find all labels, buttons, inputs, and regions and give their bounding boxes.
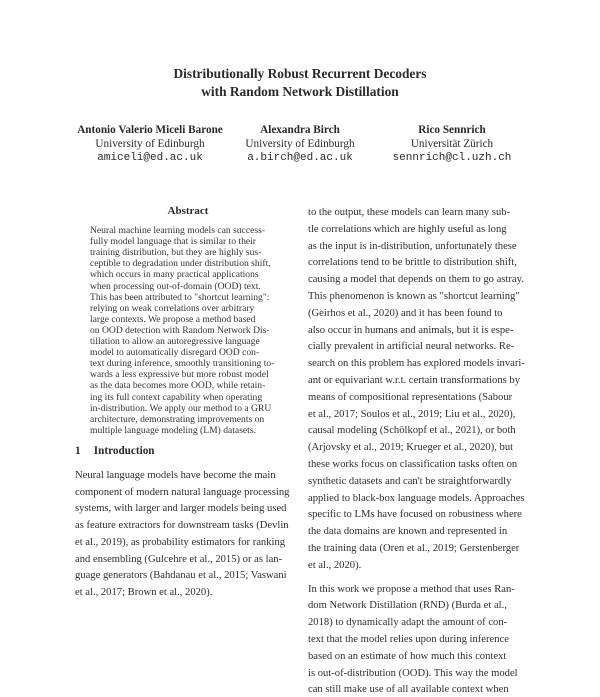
text-line: the data domains are known and represented in <box>308 526 508 538</box>
text-line: means of compositional representations (Sabour <box>308 391 513 403</box>
text-line: and ensembling (Gulcehre et al., 2015) or as lan- <box>75 553 283 565</box>
text-line: is out-of-distribution (OOD). This way the model <box>308 667 518 679</box>
text-line: tle correlations which are highly useful as long <box>308 223 507 235</box>
author-name: Rico Sennrich <box>418 124 486 136</box>
text-line: fully model language that is similar to their <box>90 236 256 248</box>
author-email: amiceli@ed.ac.uk <box>97 152 203 164</box>
text-line: these works focus on classification tasks often on <box>308 459 518 470</box>
text-line: In this work we propose a method that uses Ran- <box>308 583 515 595</box>
author-affiliation: Universität Zürich <box>410 138 494 150</box>
text-line: synthetic datasets and can't be straightforwardly <box>308 475 512 487</box>
text-line: model to automatically disregard OOD con- <box>90 347 260 359</box>
text-line: systems, with larger and larger models being used <box>75 503 287 515</box>
text-line: ant or equivariant w.r.t. certain transformations by <box>308 375 521 386</box>
text-line: specific to LMs have focused on robustness where <box>308 509 522 521</box>
text-line: et al., 2019), as probability estimators for ranking <box>75 536 286 548</box>
title-line-2: with Random Network Distillation <box>201 84 399 99</box>
title-line-1: Distributionally Robust Recurrent Decoders <box>173 66 427 81</box>
text-line: as feature extractors for downstream tasks (Devlin <box>75 520 289 532</box>
text-line: (Arjovsky et al., 2019; Krueger et al., 2020), but <box>308 442 514 454</box>
text-line: guage generators (Bahdanau et al., 2015; Vaswani <box>75 570 287 582</box>
text-line: text during inference, smoothly transitioning to- <box>90 358 275 370</box>
author-affiliation: University of Edinburgh <box>245 138 355 150</box>
text-line: causal modeling (Schölkopf et al., 2021), or both <box>308 425 516 437</box>
text-line: as the data becomes more OOD, while retain- <box>90 380 266 392</box>
text-line: applied to black-box language models. Approaches <box>308 492 525 504</box>
text-line: can still make use of all available context when <box>308 684 509 696</box>
text-line: in-distribution. We apply our method to a GRU <box>90 402 272 414</box>
text-line: text that the model relies upon during inference <box>308 634 509 645</box>
text-line: to the output, these models can learn many sub- <box>308 207 511 218</box>
section-title: Introduction <box>93 445 155 457</box>
text-line: large contexts. We propose a method based <box>90 313 256 325</box>
text-line: correlations tend to be brittle to distribution shift, <box>308 257 517 269</box>
text-line: multiple language modeling (LM) datasets. <box>90 424 256 436</box>
author-name: Antonio Valerio Miceli Barone <box>77 124 223 136</box>
text-line: Neural machine learning models can success- <box>90 225 266 236</box>
text-line: as the input is in-distribution, unfortunately these <box>308 240 517 252</box>
text-line: et al., 2017; Brown et al., 2020). <box>75 586 213 598</box>
abstract-heading: Abstract <box>167 205 209 217</box>
text-line: relying on weak correlations over arbitrary <box>90 302 255 314</box>
section-number: 1 <box>75 445 81 457</box>
author-affiliation: University of Edinburgh <box>95 138 205 150</box>
text-line: when processing out-of-domain (OOD) text. <box>90 280 261 292</box>
text-line: on OOD detection with Random Network Dis- <box>90 324 270 336</box>
text-line: which occurs in many practical applications <box>90 269 259 281</box>
text-line: et al., 2020). <box>308 559 362 571</box>
author-name: Alexandra Birch <box>260 124 340 136</box>
text-line: This phenomenon is known as "shortcut learning" <box>308 291 520 302</box>
text-line: the training data (Oren et al., 2019; Gerstenberger <box>308 543 520 554</box>
text-line: also occur in humans and animals, but it is espe- <box>308 324 514 336</box>
text-line: et al., 2017; Soulos et al., 2019; Liu et al., 2020), <box>308 408 516 420</box>
text-line: component of modern natural language processing <box>75 486 290 498</box>
text-line: dom Network Distillation (RND) (Burda et al., <box>308 600 507 612</box>
text-line: ceptible to degradation under distribution shift, <box>90 258 271 270</box>
text-line: (Geirhos et al., 2020) and it has been found to <box>308 307 503 319</box>
text-line: training distribution, but they are highly sus- <box>90 247 262 259</box>
text-line: Neural language models have become the main <box>75 470 276 481</box>
text-line: ing its full context capability when operating <box>90 391 263 403</box>
author-email: sennrich@cl.uzh.ch <box>392 152 512 164</box>
author <box>352 123 552 165</box>
section-heading <box>75 445 155 457</box>
text-line: causing a model that depends on them to go astray. <box>308 274 524 286</box>
text-line: architecture, demonstrating improvements on <box>90 413 265 425</box>
text-line: search on this problem has explored models invari- <box>308 358 525 370</box>
text-line: based on an estimate of how much this context <box>308 650 507 662</box>
text-line: This has been attributed to "shortcut learning": <box>90 291 270 303</box>
author-email: a.birch@ed.ac.uk <box>247 152 353 164</box>
text-line: tillation to allow an autoregressive language <box>90 336 260 347</box>
text-line: cially prevalent in artificial neural networks. Re- <box>308 341 515 353</box>
text-line: wards a less expressive but more robust model <box>90 369 269 381</box>
text-line: 2018) to dynamically adapt the amount of con- <box>308 617 508 629</box>
